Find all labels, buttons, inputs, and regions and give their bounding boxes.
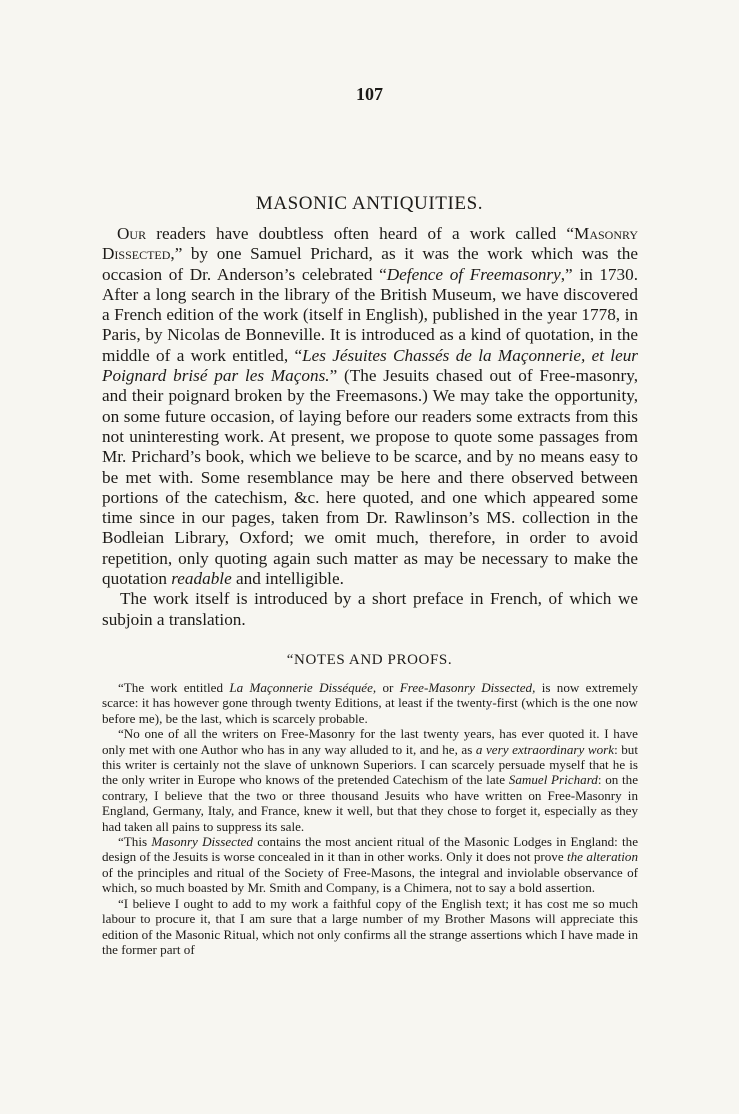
notes-heading: “NOTES AND PROOFS. [286, 652, 453, 668]
page-number: 107 [356, 84, 383, 104]
french-title-italic: Les Jésuites Chassés de la Maçonnerie, et leur Poignard brisé par les Maçons. [102, 345, 638, 386]
article-body [102, 224, 638, 630]
notes-body [102, 680, 638, 957]
note-paragraph-4: “I believe I ought to add to my work a faithful copy of the English text; it has cost me so much labour to procure it, that I am sure that a large number of my Brother Masons will appreciate this edition of the Masonic Ritual, which not only confirms all the strange assertions which I have made in the former part of [102, 895, 638, 957]
note-paragraph-2: “No one of all the writers on Free-Masonry for the last twenty years, has ever quoted it. I have only met with one Author who has in any way alluded to it, and he, as a very extraordinary work: but this writer is certainly not the slave of unknown Superiors. I can scarcely persuade myself that he is the only writer in Europe who knows of the pretended Catechism of the late Samuel Prichard: on the contrary, I believe that the two or three thousand Jesuits who have written on Free-Masonry in England, Germany, Italy, and France, knew it well, but that they chose to forget it, especially as they had taken all pains to suppress its sale. [102, 726, 639, 834]
note-paragraph-1: “The work entitled La Maçonnerie Disséquée, or Free-Masonry Dissected, is now extremely scarce: it has however gone through twenty Editions, at least if the twenty-first (which is the one now before me), be the last, which is scarcely probable. [102, 680, 639, 726]
drop-word: Our [117, 224, 147, 243]
book-title-small-caps: Masonry Dissected [102, 224, 638, 264]
article-title: MASONIC ANTIQUITIES. [255, 193, 484, 214]
second-paragraph: The work itself is introduced by a short preface in French, of which we subjoin a translation. [102, 589, 638, 629]
note-paragraph-3: “This Masonry Dissected contains the most ancient ritual of the Masonic Lodges in England: the design of the Jesuits is worse concealed in it than in other works. Only it does not prove the alteration of the principles and ritual of the Society of Free-Masons, the integral and inviolable observance of which, so much boasted by Mr. Smith and Company, is a Chimera, not to say a bold assertion. [102, 834, 639, 896]
emphasis-italic: readable [171, 569, 232, 589]
intro-paragraph: Our readers have doubtless often heard of a work called “Masonry Dissected,” by one Samuel Prichard, as it was the work which was the occasion of Dr. Anderson’s celebrated “Defence of Freemasonry,” in 1730. After a long search in the library of the British Museum, we have discovered a French edition of the work (itself in English), published in the year 1778, in Paris, by Nicolas de Bonneville. It is introduced as a kind of quotation, in the middle of a work entitled, “Les Jésuites Chassés de la Maçonnerie, et leur Poignard brisé par les Maçons.” (The Jesuits chased out of Free-masonry, and their poignard broken by the Freemasons.) We may take the opportunity, on some future occasion, of laying before our readers some extracts from this not uninteresting work. At present, we propose to quote some passages from Mr. Prichard’s book, which we believe to be scarce, and by no means easy to be met with. Some resemblance may be here and there observed between portions of the catechism, &c. here quoted, and one which appeared some time since in our pages, taken from Dr. Rawlinson’s MS. collection in the Bodleian Library, Oxford; we omit much, therefore, in order to avoid repetition, only quoting again such matter as may be necessary to make the quotation readable and intelligible. [102, 224, 639, 589]
book-title-italic: Defence of Freemasonry [386, 264, 561, 284]
